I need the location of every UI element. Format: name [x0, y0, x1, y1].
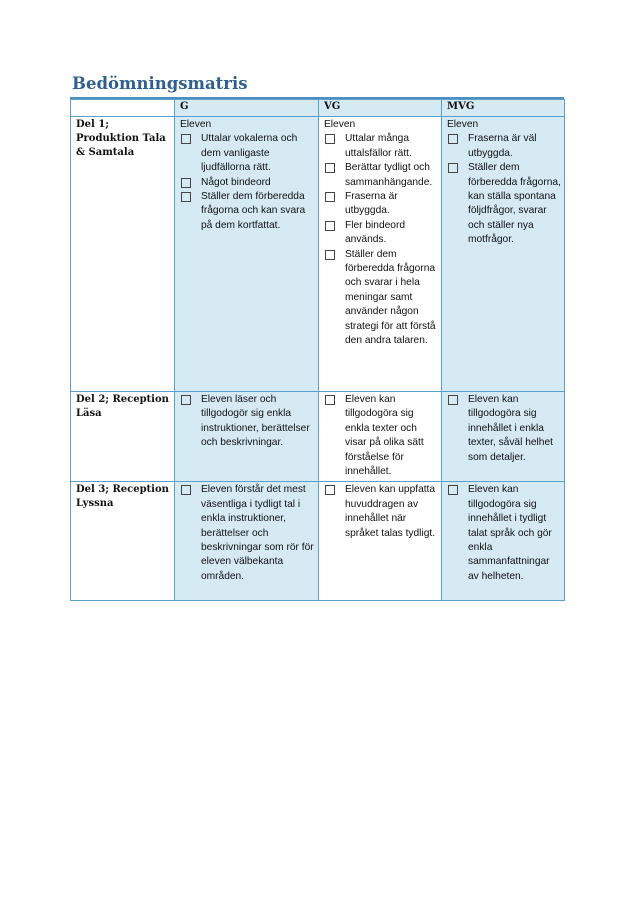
criterion-item [324, 132, 438, 161]
criterion-item [180, 190, 315, 233]
criterion-text: Fraserna är väl utbyggda. [468, 133, 537, 159]
cell-mvg [442, 392, 565, 482]
row-label: Del 3; Reception Lyssna [71, 482, 175, 601]
criterion-text: Ställer dem förberedda frågorna och kan svara på dem kortfattat. [201, 191, 306, 231]
checkbox[interactable] [181, 485, 191, 495]
assessment-matrix [70, 99, 565, 601]
criterion-text: Eleven kan tillgodogöra sig enkla texter och visar på olika sätt förståelse för innehållet. [345, 394, 424, 478]
criterion-item [180, 393, 315, 451]
cell-intro: Eleven [180, 119, 212, 130]
cell-intro: Eleven [324, 119, 356, 130]
checkbox[interactable] [325, 192, 335, 202]
row-label: Del 1; Produktion Tala & Samtala [71, 117, 175, 392]
cell-mvg [442, 117, 565, 392]
criterion-text: Ställer dem förberedda frågorna och svarar i hela meningar samt använder någon strategi för att förstå den andra talaren. [345, 248, 436, 347]
checkbox[interactable] [181, 134, 191, 144]
checkbox[interactable] [181, 192, 191, 202]
criterion-text: Eleven kan uppfatta huvuddragen av innehållet när språket talas tydligt. [345, 484, 436, 539]
column-header-mvg: MVG [442, 100, 565, 117]
criterion-text: Uttalar vokalerna och dem vanligaste ljudfällorna rätt. [201, 133, 298, 174]
checkbox[interactable] [325, 221, 335, 231]
criterion-item [180, 176, 315, 190]
checkbox[interactable] [448, 134, 458, 144]
cell-g [175, 117, 319, 392]
criterion-item [324, 219, 438, 248]
cell-mvg [442, 482, 565, 601]
cell-g [175, 392, 319, 482]
criterion-text: Fler bindeord används. [345, 219, 406, 246]
checkbox[interactable] [181, 395, 191, 405]
criterion-text: Något bindeord [201, 176, 271, 188]
page-title: Bedömningsmatris [72, 74, 248, 93]
criterion-item [324, 190, 438, 219]
criterion-item [324, 248, 438, 349]
criterion-text: Eleven läser och tillgodogör sig enkla instruktioner, berättelser och beskrivningar. [201, 394, 310, 449]
criterion-item [447, 393, 561, 465]
criterion-item [447, 132, 561, 161]
criterion-text: Eleven kan tillgodogöra sig innehållet i tydligt talat språk och gör enkla sammanfattningar av helheten. [468, 484, 552, 582]
matrix-row [71, 482, 565, 601]
criterion-item [447, 161, 561, 247]
criterion-text: Fraserna är utbyggda. [345, 191, 398, 217]
criterion-item [324, 483, 438, 541]
column-header-vg: VG [319, 100, 442, 117]
column-header-g: G [175, 100, 319, 117]
checkbox[interactable] [325, 395, 335, 405]
matrix-row [71, 392, 565, 482]
criterion-text: Berättar tydligt och sammanhängande. [345, 162, 433, 188]
checkbox[interactable] [181, 178, 191, 188]
checkbox[interactable] [448, 395, 458, 405]
criterion-item [447, 483, 561, 584]
cell-g [175, 482, 319, 601]
cell-vg [319, 392, 442, 482]
criterion-text: Uttalar många uttalsfällor rätt. [345, 133, 412, 159]
cell-intro: Eleven [447, 119, 479, 130]
criterion-item [180, 132, 315, 175]
criterion-text: Eleven kan tillgodogöra sig innehållet i enkla texter, såväl helhet som detaljer. [468, 394, 553, 463]
criterion-item [324, 393, 438, 479]
matrix-row [71, 117, 565, 392]
cell-vg [319, 482, 442, 601]
header-row [71, 100, 565, 117]
checkbox[interactable] [325, 163, 335, 173]
checkbox[interactable] [325, 250, 335, 260]
column-header-empty [71, 100, 175, 117]
row-label: Del 2; Reception Läsa [71, 392, 175, 482]
criterion-text: Eleven förstår det mest väsentliga i tydligt tal i enkla instruktioner, berättelser och beskrivningar som rör för eleven välbekanta områden. [201, 484, 314, 582]
criterion-text: Ställer dem förberedda frågorna, kan ställa spontana följdfrågor, svarar och ställer nya motfrågor. [468, 162, 561, 246]
checkbox[interactable] [448, 163, 458, 173]
checkbox[interactable] [325, 485, 335, 495]
checkbox[interactable] [325, 134, 335, 144]
checkbox[interactable] [448, 485, 458, 495]
criterion-item [324, 161, 438, 190]
cell-vg [319, 117, 442, 392]
criterion-item [180, 483, 315, 584]
